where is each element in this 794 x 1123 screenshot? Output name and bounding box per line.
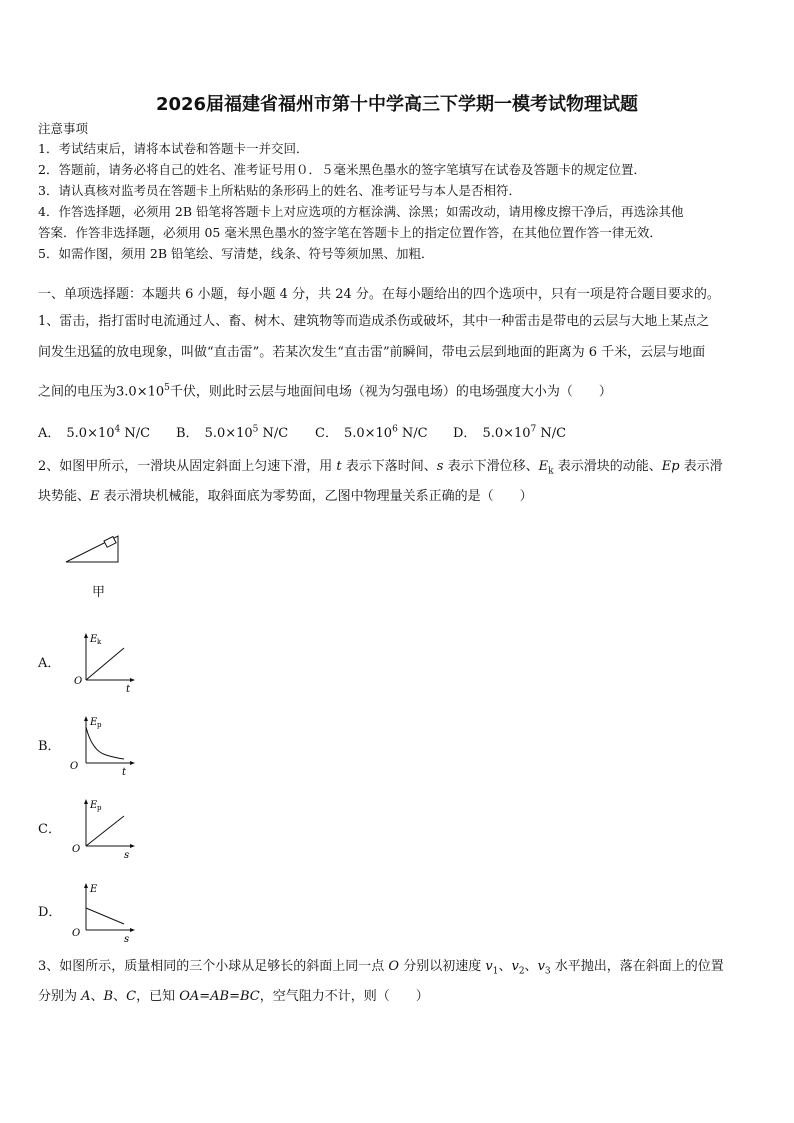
graph-a-ylabel: E (90, 634, 98, 645)
q1-line-1: 1、雷击，指打雷时电流通过人、畜、树木、建筑物等而造成杀伤或破坏，其中一种雷击是带电的云层与大地上某点之 (38, 314, 710, 329)
q1-option-d[interactable]: D． $5.0\times 10^7$ N/C (453, 424, 567, 441)
voltage-value: 3.0×10 (116, 384, 165, 400)
q1-line-2: 间发生迅猛的放电现象，叫做“直击雷”。若某次发生“直击雷”前瞬间，带电云层到地面的距离为 6 千米，云层与地面 (38, 345, 706, 360)
svg-text:O: O (72, 844, 81, 855)
q2-option-d-label[interactable]: D． (38, 905, 62, 920)
svg-text:t: t (122, 767, 127, 778)
q1-line-3: 之间的电压为$3.0\times 10^5$千伏，则此时云层与地面间电场（视为匀强电场）的电场强度大小为（ ） (38, 383, 612, 400)
q2-option-a-label[interactable]: A． (38, 656, 61, 671)
notice-item-4: 4．作答选择题，必须用 2B 铅笔将答题卡上对应选项的方框涂满、涂黑；如需改动，请用橡皮擦干净后，再选涂其他 (38, 204, 684, 219)
q3-line-2: 分别为 A、B、C，已知 OA=AB=BC，空气阻力不计，则（ ） (38, 989, 429, 1004)
graph-d-ylabel: E (90, 884, 98, 895)
notice-item-1: 1．考试结束后，请将本试卷和答题卡一并交回． (38, 141, 309, 156)
svg-text:p: p (97, 804, 102, 812)
q1-option-b[interactable]: B． $5.0\times 10^5$ N/C (176, 424, 289, 441)
q3-line-1: 3、如图所示，质量相同的三个小球从足够长的斜面上同一点 O 分别以初速度 $v_1$、$v_2$、$v_3$ 水平抛出，落在斜面上的位置 (38, 959, 724, 977)
svg-text:k: k (97, 638, 102, 646)
svg-text:O: O (72, 928, 81, 939)
graph-b (70, 713, 140, 778)
notice-item-3: 3．请认真核对监考员在答题卡上所粘贴的条形码上的姓名、准考证号与本人是否相符． (38, 183, 521, 198)
svg-text:t: t (126, 684, 131, 695)
graph-c (70, 796, 140, 861)
incline-figure (60, 530, 130, 570)
graph-a (70, 630, 140, 695)
page-title: 2026届福建省福州市第十中学高三下学期一模考试物理试题 (155, 94, 639, 115)
q2-line-1: 2、如图甲所示，一滑块从固定斜面上匀速下滑，用 t 表示下落时间、s 表示下滑位移、$E_k$ 表示滑块的动能、Ep 表示滑 (38, 459, 723, 477)
graph-d (70, 880, 140, 945)
svg-text:s: s (124, 850, 130, 861)
svg-text:O: O (70, 761, 79, 772)
svg-text:s: s (124, 934, 130, 945)
graph-b-ylabel: E (90, 717, 98, 728)
figure-caption: 甲 (92, 585, 106, 600)
svg-text:p: p (97, 721, 102, 729)
q2-option-b-label[interactable]: B． (38, 739, 61, 754)
q1-option-c[interactable]: C． $5.0\times 10^6$ N/C (315, 424, 428, 441)
q2-line-2: 块势能、E 表示滑块机械能，取斜面底为零势面，乙图中物理量关系正确的是（ ） (38, 489, 533, 504)
svg-text:O: O (74, 676, 83, 687)
graph-c-ylabel: E (90, 800, 98, 811)
q1-option-a[interactable]: A． $5.0\times 10^4$ N/C (38, 424, 151, 441)
notice-item-5: 5．如需作图，须用 2B 铅笔绘、写清楚，线条、符号等须加黑、加粗． (38, 246, 434, 261)
notice-item-4-cont: 答案．作答非选择题，必须用 05 毫米黑色墨水的签字笔在答题卡上的指定位置作答，在其他位置作答一律无效． (38, 225, 662, 240)
section-heading: 一、单项选择题：本题共 6 小题，每小题 4 分，共 24 分。在每小题给出的四个选项中，只有一项是符合题目要求的。 (38, 287, 720, 302)
notice-heading: 注意事项 (38, 121, 89, 136)
notice-item-2: 2．答题前，请务必将自己的姓名、准考证号用０．５毫米黑色墨水的签字笔填写在试卷及答题卡的规定位置． (38, 162, 646, 177)
q2-option-c-label[interactable]: C． (38, 822, 61, 837)
